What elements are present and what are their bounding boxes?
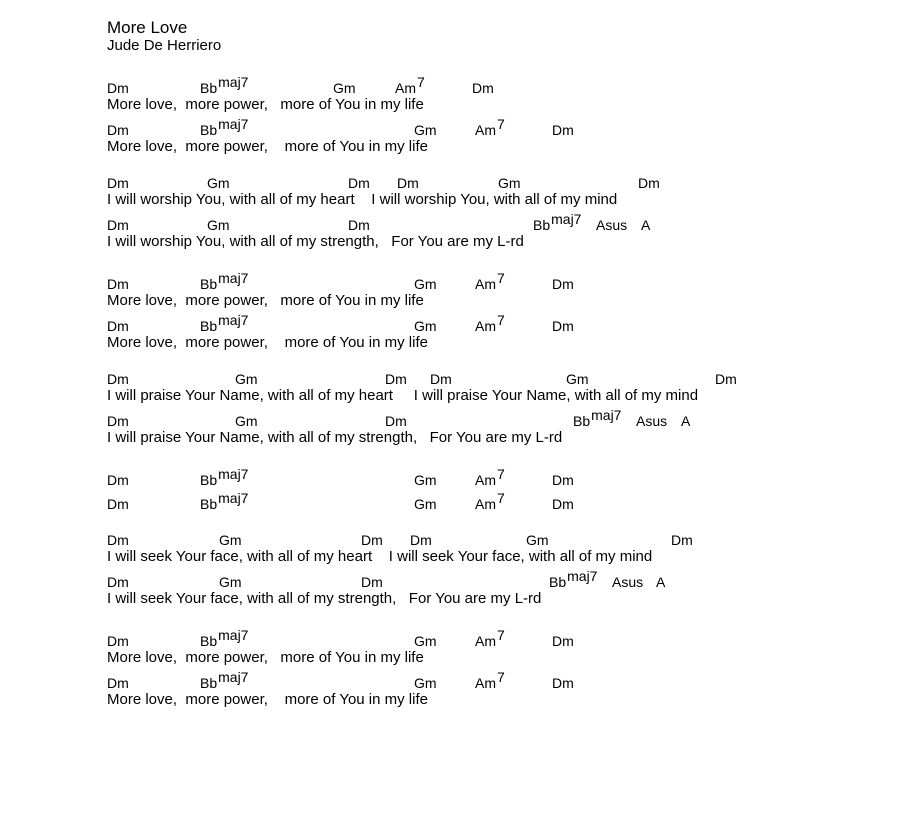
chord-symbol <box>107 533 129 547</box>
chord-root: Bb <box>200 633 218 649</box>
song-title: More Love <box>107 18 188 37</box>
chord-root: Dm <box>385 413 407 429</box>
chord-symbol <box>498 176 521 190</box>
chord-symbol <box>414 497 437 511</box>
chord-root: Gm <box>219 532 242 548</box>
chord-symbol <box>207 218 230 232</box>
chord-root: Bb <box>573 413 591 429</box>
chord-root: Dm <box>430 371 452 387</box>
chord-symbol <box>200 74 249 96</box>
chord-symbol <box>200 466 249 488</box>
chord-symbol <box>552 319 574 333</box>
chord-symbol <box>414 319 437 333</box>
chord-symbol <box>107 473 129 487</box>
chord-root: Dm <box>107 413 129 429</box>
chord-root: Dm <box>410 532 432 548</box>
chord-extension: maj7 <box>218 466 249 482</box>
chord-root: Gm <box>207 175 230 191</box>
chord-symbol <box>472 81 494 95</box>
lyric-line: More love, more power, more of You in my life <box>107 334 428 351</box>
chord-root: Dm <box>715 371 737 387</box>
chord-root: Dm <box>552 276 574 292</box>
chord-root: Bb <box>549 574 567 590</box>
chord-symbol <box>552 473 574 487</box>
chord-root: Dm <box>107 276 129 292</box>
chord-symbol <box>475 116 505 138</box>
chord-extension: 7 <box>497 466 505 482</box>
chord-symbol <box>107 414 129 428</box>
chord-symbol <box>430 372 452 386</box>
chord-root: Dm <box>361 532 383 548</box>
chord-symbol <box>200 490 249 512</box>
chord-root: Gm <box>526 532 549 548</box>
chord-root: Gm <box>333 80 356 96</box>
chord-root: Asus <box>596 217 628 233</box>
chord-symbol <box>552 676 574 690</box>
chord-symbol <box>414 473 437 487</box>
chord-symbol <box>107 123 129 137</box>
chord-extension: maj7 <box>218 270 249 286</box>
chord-root: Am <box>475 122 496 138</box>
chord-symbol <box>552 497 574 511</box>
chord-root: Dm <box>107 496 129 512</box>
chord-symbol <box>573 407 622 429</box>
chord-root: Bb <box>200 80 218 96</box>
chord-symbol <box>219 533 242 547</box>
chord-symbol <box>549 568 598 590</box>
chord-symbol <box>715 372 737 386</box>
chord-root: Bb <box>200 122 218 138</box>
chord-root: Dm <box>552 633 574 649</box>
chord-root: Bb <box>200 472 218 488</box>
chord-root: Dm <box>671 532 693 548</box>
chord-symbol <box>681 414 690 428</box>
chord-symbol <box>475 490 505 512</box>
chord-extension: 7 <box>497 627 505 643</box>
lyric-line: I will seek Your face, with all of my strength, For You are my L-rd <box>107 590 542 607</box>
chord-root: Bb <box>200 496 218 512</box>
chord-root: Dm <box>348 217 370 233</box>
chord-root: Dm <box>397 175 419 191</box>
chord-extension: maj7 <box>218 669 249 685</box>
chord-root: Dm <box>107 675 129 691</box>
chord-root: A <box>656 574 666 590</box>
chord-symbol <box>552 277 574 291</box>
chord-symbol <box>107 497 129 511</box>
chord-symbol <box>414 676 437 690</box>
chord-symbol <box>361 533 383 547</box>
chord-symbol <box>107 176 129 190</box>
lyric-line: I will praise Your Name, with all of my strength, For You are my L-rd <box>107 429 563 446</box>
chord-extension: 7 <box>497 270 505 286</box>
chord-root: Gm <box>414 318 437 334</box>
chord-root: Bb <box>533 217 551 233</box>
chord-root: Dm <box>107 574 129 590</box>
chord-extension: 7 <box>417 74 425 90</box>
chord-extension: 7 <box>497 669 505 685</box>
chord-root: Dm <box>348 175 370 191</box>
chord-root: Bb <box>200 318 218 334</box>
chord-symbol <box>410 533 432 547</box>
chord-symbol <box>397 176 419 190</box>
chord-root: Dm <box>107 472 129 488</box>
chord-root: Bb <box>200 276 218 292</box>
chord-symbol <box>235 414 258 428</box>
chord-extension: maj7 <box>551 211 582 227</box>
chord-symbol <box>200 116 249 138</box>
lyric-line: I will worship You, with all of my strength, For You are my L-rd <box>107 233 524 250</box>
chord-root: Dm <box>361 574 383 590</box>
chord-symbol <box>107 277 129 291</box>
chord-root: Gm <box>414 122 437 138</box>
chord-root: Gm <box>414 472 437 488</box>
chord-symbol <box>200 627 249 649</box>
lyric-line: More love, more power, more of You in my life <box>107 96 424 113</box>
chord-symbol <box>107 634 129 648</box>
chord-symbol <box>348 218 370 232</box>
chord-extension: 7 <box>497 116 505 132</box>
chord-symbol <box>475 466 505 488</box>
chord-symbol <box>107 575 129 589</box>
chord-root: Gm <box>414 276 437 292</box>
chord-root: Gm <box>414 675 437 691</box>
chord-symbol <box>200 669 249 691</box>
chord-symbol <box>638 176 660 190</box>
chord-extension: 7 <box>497 490 505 506</box>
chord-symbol <box>219 575 242 589</box>
lyric-line: I will worship You, with all of my heart I will worship You, with all of my mind <box>107 191 618 208</box>
chord-root: Dm <box>472 80 494 96</box>
chord-symbol <box>235 372 258 386</box>
chord-root: Dm <box>107 217 129 233</box>
chord-symbol <box>107 218 129 232</box>
lyric-line: More love, more power, more of You in my life <box>107 138 428 155</box>
chord-root: Gm <box>414 633 437 649</box>
chord-root: Dm <box>638 175 660 191</box>
chord-root: Am <box>475 675 496 691</box>
chord-root: Dm <box>107 175 129 191</box>
chord-root: Gm <box>235 371 258 387</box>
chord-symbol <box>414 634 437 648</box>
chord-root: A <box>641 217 651 233</box>
chord-root: Dm <box>107 80 129 96</box>
chord-root: Am <box>475 472 496 488</box>
chord-root: Gm <box>414 496 437 512</box>
chord-symbol <box>656 575 665 589</box>
chord-root: Dm <box>107 371 129 387</box>
chord-root: Am <box>475 496 496 512</box>
chord-root: Dm <box>385 371 407 387</box>
lyric-line: I will seek Your face, with all of my heart I will seek Your face, with all of my mind <box>107 548 653 565</box>
chord-symbol <box>207 176 230 190</box>
chord-symbol <box>333 81 356 95</box>
lyric-line: I will praise Your Name, with all of my heart I will praise Your Name, with all of my mind <box>107 387 699 404</box>
chord-symbol <box>414 277 437 291</box>
chord-symbol <box>395 74 425 96</box>
chord-symbol <box>200 312 249 334</box>
chord-root: Dm <box>107 318 129 334</box>
chord-symbol <box>200 270 249 292</box>
chord-symbol <box>533 211 582 233</box>
chord-root: Dm <box>107 532 129 548</box>
chord-symbol <box>671 533 693 547</box>
chord-root: Am <box>475 318 496 334</box>
chord-extension: maj7 <box>591 407 622 423</box>
chord-root: Asus <box>612 574 644 590</box>
chord-root: Dm <box>107 633 129 649</box>
chord-root: Gm <box>207 217 230 233</box>
chord-symbol <box>552 123 574 137</box>
chord-root: Dm <box>552 472 574 488</box>
chord-root: Bb <box>200 675 218 691</box>
chord-root: Am <box>395 80 416 96</box>
chord-extension: 7 <box>497 312 505 328</box>
chord-root: Dm <box>552 318 574 334</box>
chord-root: Dm <box>552 122 574 138</box>
chord-root: Dm <box>107 122 129 138</box>
chord-symbol <box>596 218 627 232</box>
chord-root: A <box>681 413 691 429</box>
chord-root: Gm <box>498 175 521 191</box>
chord-symbol <box>107 81 129 95</box>
chord-symbol <box>475 270 505 292</box>
chord-symbol <box>566 372 589 386</box>
lyric-line: More love, more power, more of You in my life <box>107 691 428 708</box>
chord-symbol <box>526 533 549 547</box>
chord-symbol <box>361 575 383 589</box>
chord-symbol <box>107 372 129 386</box>
chord-root: Dm <box>552 496 574 512</box>
chord-symbol <box>552 634 574 648</box>
chord-symbol <box>612 575 643 589</box>
lyric-line: More love, more power, more of You in my life <box>107 292 424 309</box>
chord-extension: maj7 <box>218 74 249 90</box>
chord-root: Asus <box>636 413 668 429</box>
song-author: Jude De Herriero <box>107 37 222 54</box>
chord-root: Gm <box>219 574 242 590</box>
chord-root: Am <box>475 276 496 292</box>
chord-extension: maj7 <box>218 627 249 643</box>
chord-symbol <box>107 676 129 690</box>
chord-extension: maj7 <box>218 312 249 328</box>
chord-root: Gm <box>566 371 589 387</box>
chord-symbol <box>641 218 650 232</box>
chord-symbol <box>475 312 505 334</box>
chord-extension: maj7 <box>567 568 598 584</box>
chord-symbol <box>475 669 505 691</box>
chord-symbol <box>385 414 407 428</box>
chord-symbol <box>475 627 505 649</box>
chord-symbol <box>414 123 437 137</box>
chord-extension: maj7 <box>218 490 249 506</box>
chord-symbol <box>348 176 370 190</box>
chord-root: Gm <box>235 413 258 429</box>
chord-symbol <box>107 319 129 333</box>
chord-symbol <box>636 414 667 428</box>
chord-extension: maj7 <box>218 116 249 132</box>
chord-root: Am <box>475 633 496 649</box>
chord-root: Dm <box>552 675 574 691</box>
lyric-line: More love, more power, more of You in my life <box>107 649 424 666</box>
chord-symbol <box>385 372 407 386</box>
